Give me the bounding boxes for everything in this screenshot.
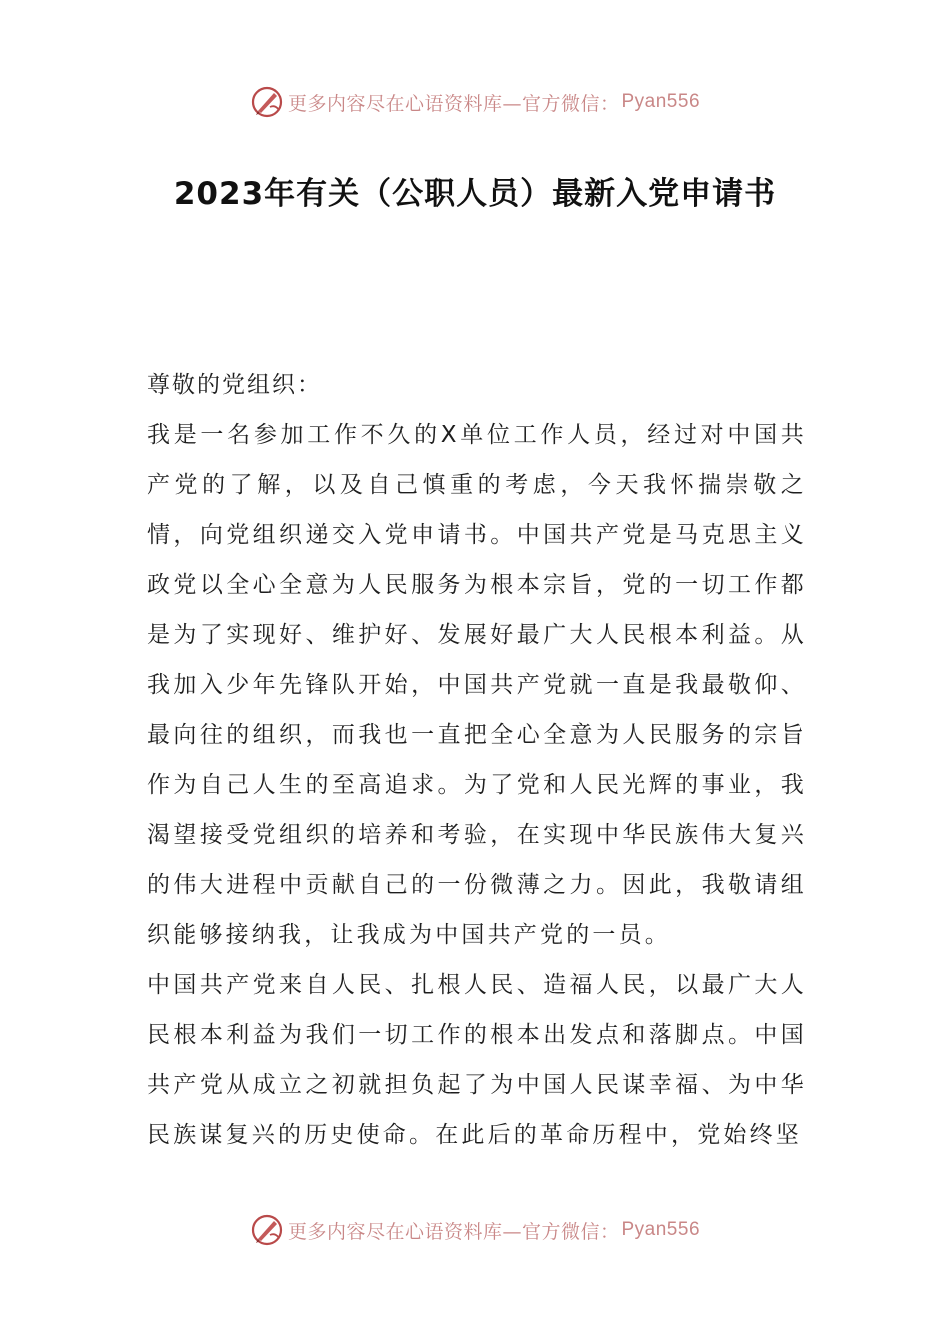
paragraph-1: 我是一名参加工作不久的X单位工作人员，经过对中国共产党的了解，以及自己慎重的考虑，今天我怀揣崇敬之情，向党组织递交入党申请书。中国共产党是马克思主义政党以全心全意为人民服务为根本宗旨，党的一切工作都是为了实现好、维护好、发展好最广大人民根本利益。从我加入少年先锋队开始，中国共产党就一直是我最敬仰、最向往的组织，而我也一直把全心全意为人民服务的宗旨作为自己人生的至高追求。为了党和人民光辉的事业，我渴望接受党组织的培养和考验，在实现中华民族伟大复兴的伟大进程中贡献自己的一份微薄之力。因此，我敬请组织能够接纳我，让我成为中国共产党的一员。 [147, 422, 807, 948]
watermark-text: 更多内容尽在心语资料库—官方微信： [287, 1220, 620, 1243]
footer-watermark [0, 1210, 950, 1250]
pen-seal-icon [250, 1213, 284, 1247]
salutation: 尊敬的党组织： [147, 372, 322, 398]
pen-seal-icon [250, 85, 284, 119]
watermark-text: 更多内容尽在心语资料库—官方微信： [287, 92, 620, 115]
document-title: 2023年有关（公职人员）最新入党申请书 [173, 176, 777, 212]
watermark-wechat-id: Pyan556 [621, 91, 701, 112]
watermark-wechat-id: Pyan556 [621, 1219, 701, 1240]
document-body [147, 360, 807, 1160]
paragraph-2: 中国共产党来自人民、扎根人民、造福人民，以最广大人民根本利益为我们一切工作的根本出发点和落脚点。中国共产党从成立之初就担负起了为中国人民谋幸福、为中华民族谋复兴的历史使命。在此后的革命历程中，党始终坚 [147, 972, 807, 1148]
header-watermark [0, 82, 950, 122]
